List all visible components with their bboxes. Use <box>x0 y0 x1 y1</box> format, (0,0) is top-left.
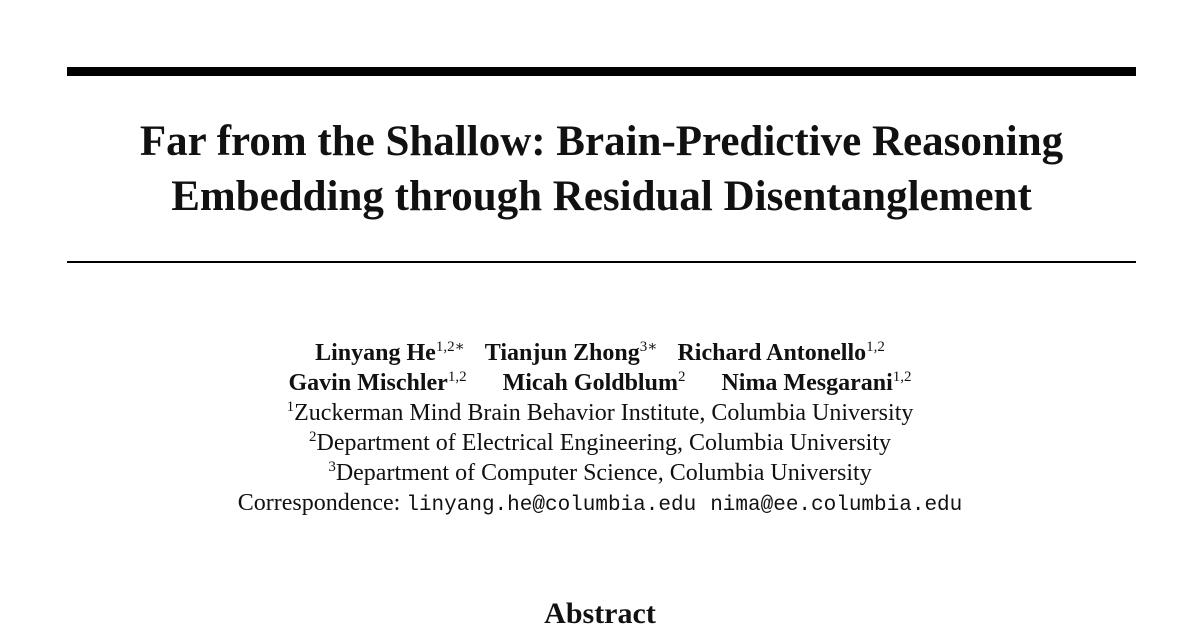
affiliation-text: Department of Computer Science, Columbia University <box>335 460 872 486</box>
author-affiliation-sup: 1,2∗ <box>435 339 465 355</box>
affiliation-2 <box>0 428 1200 458</box>
affiliation-sup: 3 <box>328 459 336 475</box>
affiliation-1 <box>0 398 1200 428</box>
email-link[interactable]: linyang.he@columbia.edu <box>406 494 697 517</box>
affiliation-text: Department of Electrical Engineering, Columbia University <box>316 430 891 456</box>
affiliation-3 <box>0 458 1200 488</box>
author-affiliation-sup: 1,2 <box>892 369 912 385</box>
title-top-rule <box>67 67 1136 76</box>
abstract-heading: Abstract <box>544 597 656 630</box>
title-line-1: Far from the Shallow: Brain-Predictive Reasoning <box>139 118 1064 165</box>
affiliation-text: Zuckerman Mind Brain Behavior Institute, Columbia University <box>294 400 914 426</box>
author-name: Gavin Mischler <box>288 370 448 396</box>
author-affiliation-sup: 3∗ <box>639 339 658 355</box>
affiliation-sup: 1 <box>286 399 295 415</box>
title-line-2: Embedding through Residual Disentanglement <box>171 173 1032 220</box>
correspondence-line <box>0 488 1200 521</box>
author-line-2 <box>0 368 1200 398</box>
author-affiliation-sup: 2 <box>677 369 686 385</box>
author-name: Micah Goldblum <box>502 370 678 396</box>
author-name: Nima Mesgarani <box>721 370 893 396</box>
author-name: Linyang He <box>315 340 436 366</box>
author-name: Tianjun Zhong <box>484 340 640 366</box>
author-affiliation-sup: 1,2 <box>866 339 885 355</box>
author-block <box>0 338 1200 521</box>
affiliation-sup: 2 <box>309 429 317 445</box>
email-link[interactable]: nima@ee.columbia.edu <box>710 494 963 517</box>
author-line-1 <box>0 338 1200 368</box>
correspondence-label: Correspondence: <box>237 490 401 516</box>
title-bottom-rule <box>67 261 1136 263</box>
paper-title <box>67 114 1136 224</box>
author-name: Richard Antonello <box>677 340 867 366</box>
author-affiliation-sup: 1,2 <box>447 369 467 385</box>
